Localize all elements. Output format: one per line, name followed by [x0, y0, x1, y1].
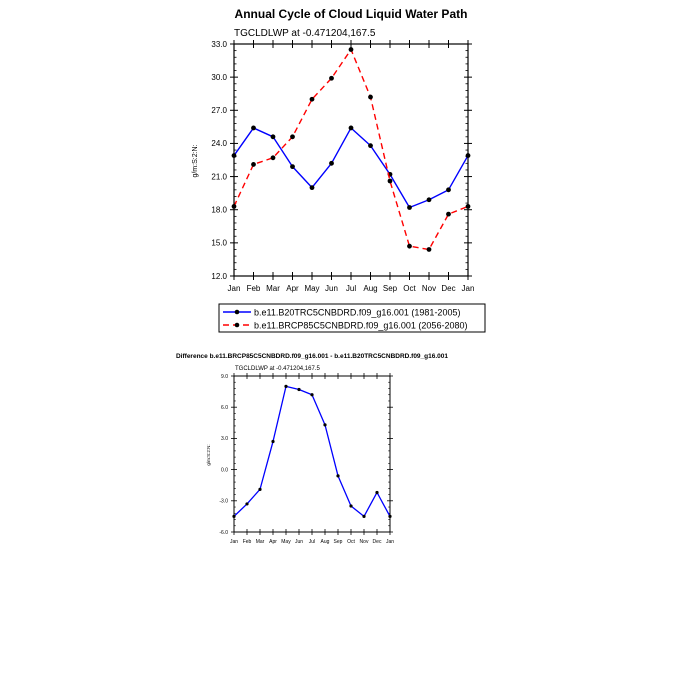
data-point: [466, 204, 471, 209]
data-point: [388, 179, 393, 184]
x-tick-label: May: [281, 539, 291, 545]
data-point: [232, 204, 237, 209]
annual-cycle-chart: [192, 7, 485, 332]
difference-chart: [176, 353, 448, 545]
chart-subtitle: TGCLDLWP at -0.471204,167.5: [234, 28, 376, 39]
x-tick-label: Aug: [363, 284, 378, 293]
data-point: [329, 161, 334, 166]
x-tick-label: Jan: [461, 284, 475, 293]
plot-area: [211, 40, 474, 293]
legend-marker-historical: [235, 310, 240, 315]
data-point: [310, 185, 315, 190]
x-tick-label: Jan: [227, 284, 241, 293]
x-tick-label: Apr: [269, 539, 277, 545]
data-point: [310, 97, 315, 102]
data-point: [388, 515, 391, 518]
x-tick-label: Dec: [441, 284, 456, 293]
data-point: [323, 423, 326, 426]
y-tick-label: 15.0: [211, 238, 227, 248]
difference-y-axis-label: g/m:S:2:N:: [206, 444, 211, 466]
y-tick-label: 21.0: [211, 172, 227, 182]
y-tick-label: 33.0: [211, 39, 227, 49]
data-point: [466, 153, 471, 158]
x-tick-label: Mar: [266, 284, 280, 293]
x-tick-label: May: [304, 284, 320, 293]
data-point: [258, 488, 261, 491]
x-tick-label: Jan: [385, 539, 395, 545]
chart-title: Annual Cycle of Cloud Liquid Water Path: [234, 7, 468, 21]
x-tick-label: Sep: [333, 539, 343, 545]
x-tick-label: Aug: [320, 539, 330, 545]
y-tick-label: 3.0: [221, 436, 228, 443]
x-tick-label: Dec: [372, 539, 382, 545]
legend-marker-future: [235, 323, 240, 328]
x-tick-label: Jul: [345, 284, 357, 293]
x-tick-label: Jul: [308, 539, 316, 545]
data-point: [349, 126, 354, 131]
y-tick-label: 0.0: [221, 467, 228, 474]
data-point: [368, 143, 373, 148]
x-tick-label: Oct: [347, 539, 355, 545]
data-point: [245, 502, 248, 505]
x-tick-label: Apr: [286, 284, 299, 293]
y-axis-label: g/m:S:2:N:: [192, 144, 199, 178]
plot-frame: [234, 376, 390, 532]
data-point: [251, 126, 256, 131]
data-point: [368, 95, 373, 100]
data-point: [271, 155, 276, 160]
y-tick-label: 30.0: [211, 72, 227, 82]
difference-plot-area: [219, 373, 394, 545]
legend: [219, 304, 485, 332]
data-point: [407, 244, 412, 249]
data-point: [446, 187, 451, 192]
y-tick-label: 27.0: [211, 106, 227, 116]
legend-label-future: b.e11.BRCP85C5CNBDRD.f09_g16.001 (2056-2080): [254, 320, 468, 331]
x-tick-label: Feb: [242, 539, 252, 545]
data-point: [271, 440, 274, 443]
data-point: [375, 491, 378, 494]
x-tick-label: Nov: [421, 284, 437, 293]
data-point: [290, 134, 295, 139]
x-tick-label: Jun: [294, 539, 304, 545]
data-point: [427, 197, 432, 202]
data-point: [290, 164, 295, 169]
x-tick-label: Oct: [403, 284, 416, 293]
data-point: [271, 134, 276, 139]
y-tick-label: -6.0: [219, 529, 228, 536]
y-tick-label: -3.0: [219, 498, 228, 505]
x-tick-label: Feb: [246, 284, 261, 293]
data-point: [446, 212, 451, 217]
data-point: [349, 47, 354, 52]
data-point: [349, 504, 352, 507]
difference-subtitle: TGCLDLWP at -0.471204,167.5: [235, 366, 320, 372]
legend-label-historical: b.e11.B20TRC5CNBDRD.f09_g16.001 (1981-2005): [254, 307, 461, 318]
data-point: [232, 515, 235, 518]
x-tick-label: Nov: [359, 539, 369, 545]
data-point: [284, 385, 287, 388]
y-tick-label: 18.0: [211, 205, 227, 215]
series-line: [234, 50, 468, 250]
data-point: [362, 515, 365, 518]
data-point: [336, 474, 339, 477]
data-point: [232, 153, 237, 158]
x-tick-label: Jun: [325, 284, 338, 293]
data-point: [427, 247, 432, 252]
x-tick-label: Jan: [229, 539, 239, 545]
data-point: [310, 393, 313, 396]
data-point: [407, 205, 412, 210]
y-tick-label: 24.0: [211, 139, 227, 149]
x-tick-label: Sep: [382, 284, 398, 293]
series-line: [234, 386, 390, 516]
y-tick-label: 12.0: [211, 271, 227, 281]
data-point: [251, 162, 256, 167]
series-line: [234, 128, 468, 208]
data-point: [297, 388, 300, 391]
x-tick-label: Mar: [255, 539, 265, 545]
difference-title: Difference b.e11.BRCP85C5CNBDRD.f09_g16.001 - b.e11.B20TRC5CNBDRD.f09_g16.001: [175, 353, 449, 360]
y-tick-label: 6.0: [221, 404, 228, 411]
y-tick-label: 9.0: [221, 373, 228, 380]
data-point: [329, 76, 334, 81]
